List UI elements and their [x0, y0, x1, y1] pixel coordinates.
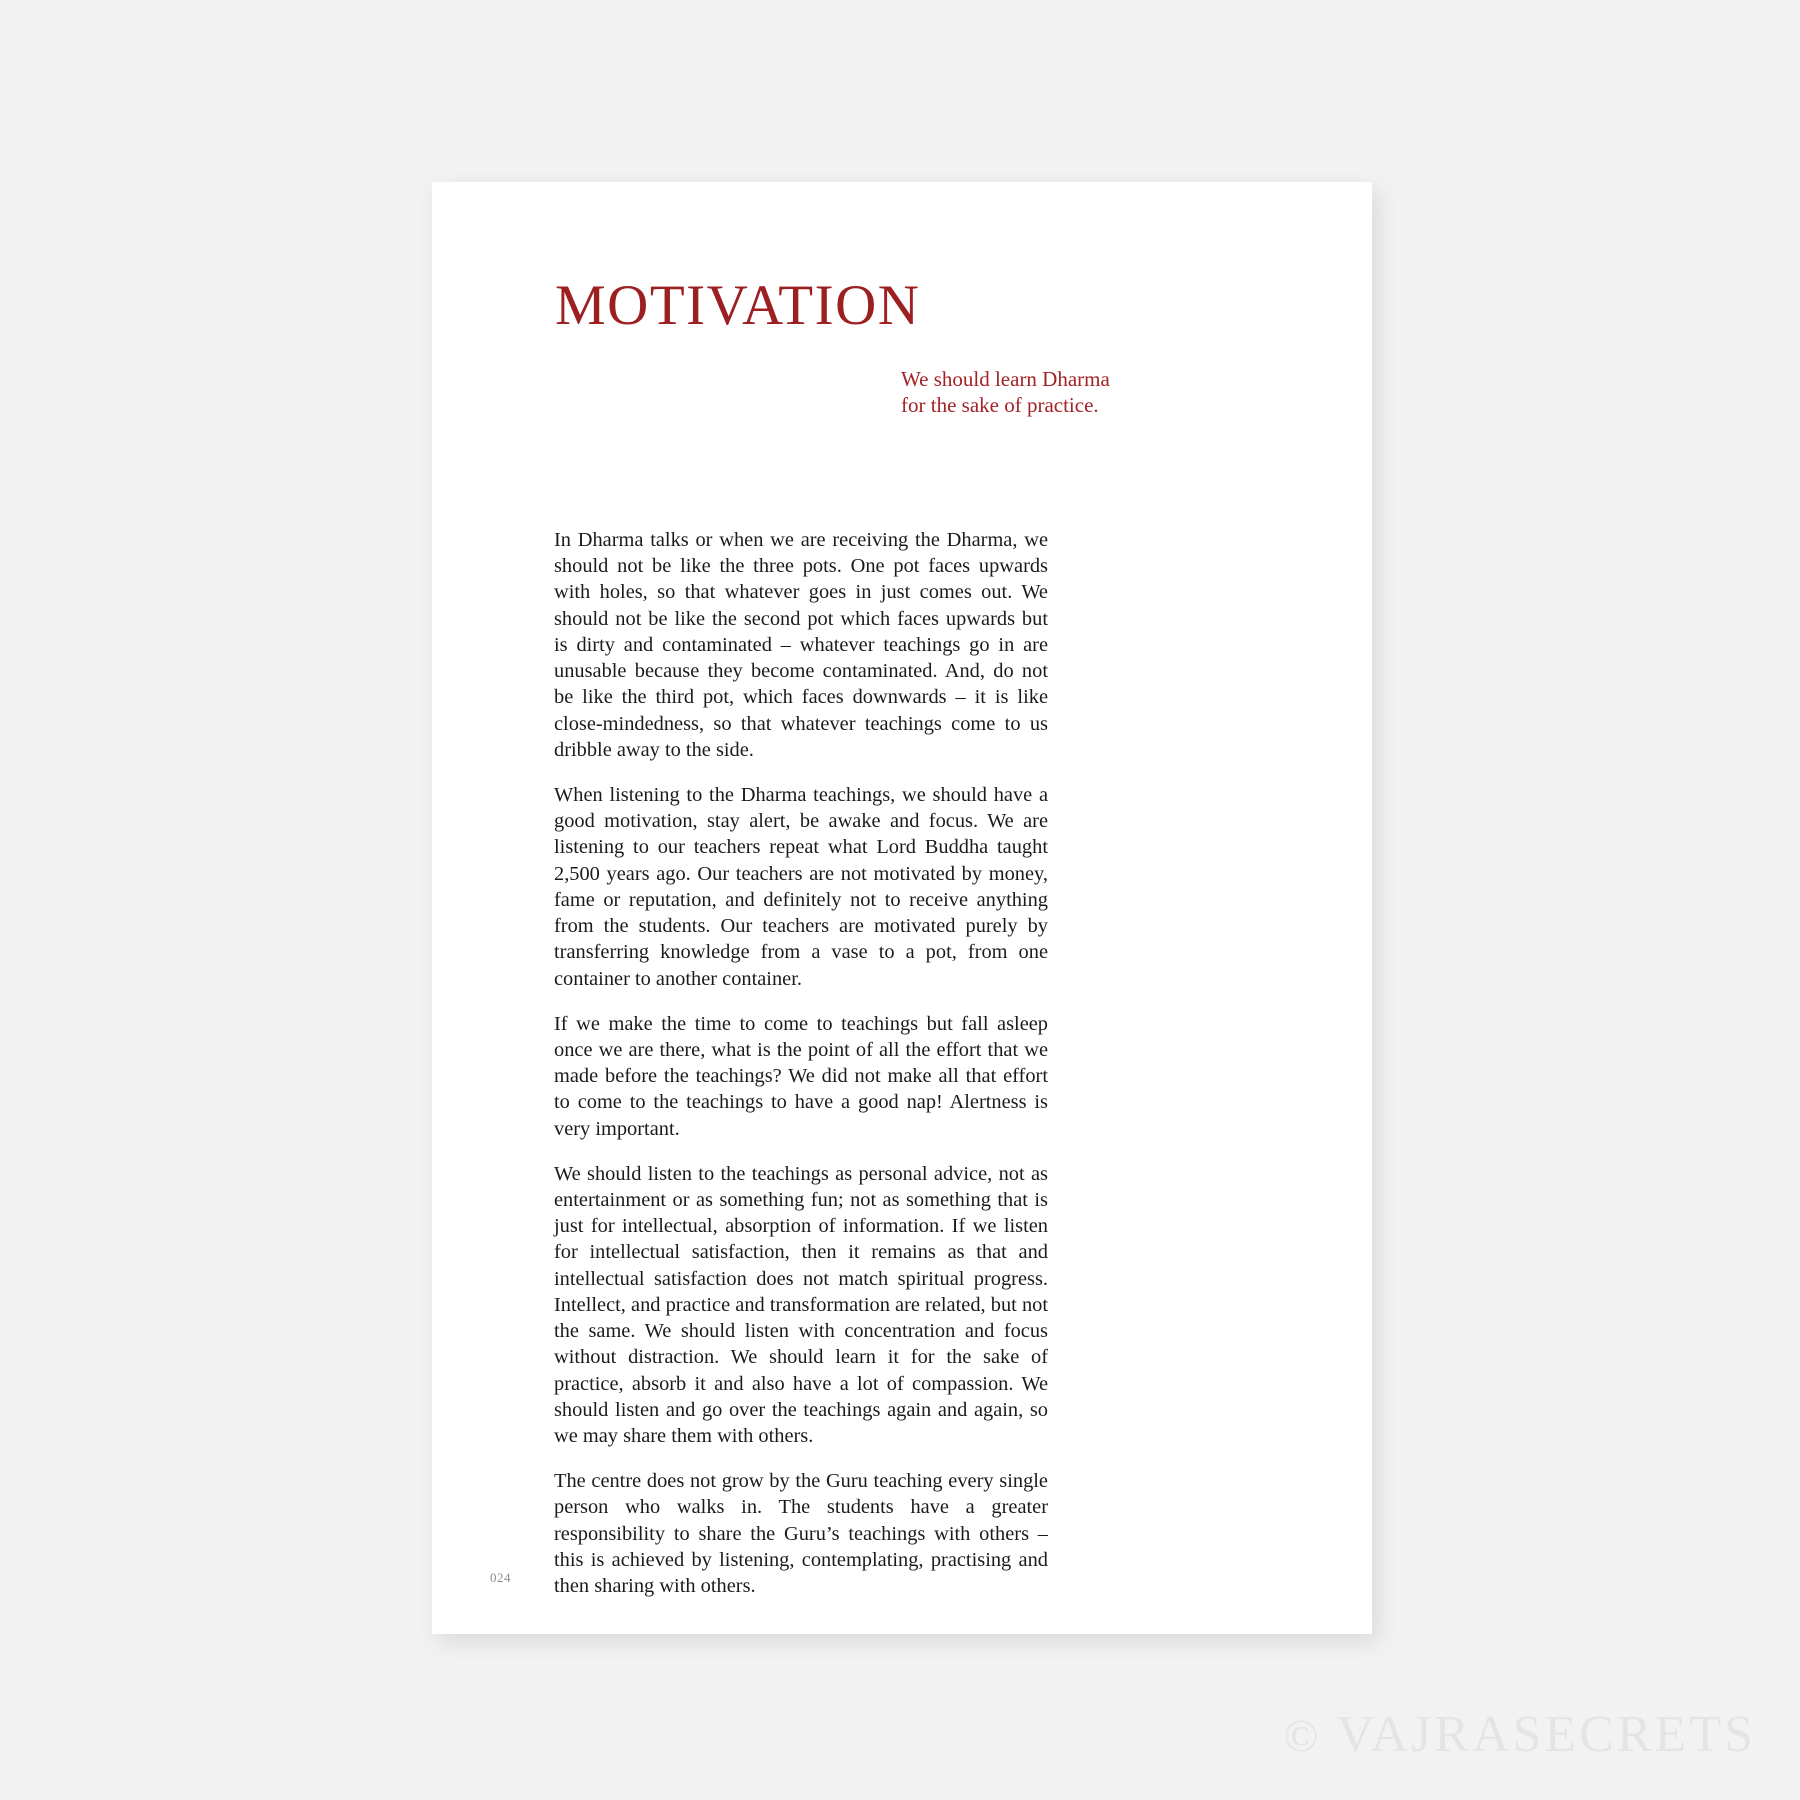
body-text: [554, 527, 1048, 1599]
page-title: MOTIVATION: [555, 274, 921, 337]
watermark-text: VAJRASECRETS: [1336, 1706, 1756, 1763]
body-paragraph: In Dharma talks or when we are receiving the Dharma, we should not be like the three pots. One pot faces upwards with holes, so that whatever goes in just comes out. We should not be like the second pot which faces upwards but is dirty and contaminated – whatever teachings go in are unusable because they become contaminated. And, do not be like the third pot, which faces downwards – it is like close-mindedness, so that whatever teachings come to us dribble away to the side.: [554, 529, 1048, 761]
body-paragraph: The centre does not grow by the Guru teaching every single person who walks in. The students have a greater responsibility to share the Guru’s teachings with others – this is achieved by listening, contemplating, practising and then sharing with others.: [554, 1470, 1048, 1598]
page-content: [432, 182, 1372, 1634]
body-paragraph: When listening to the Dharma teachings, we should have a good motivation, stay alert, be awake and focus. We are listening to our teachers repeat what Lord Buddha taught 2,500 years ago. Our teachers are not motivated by money, fame or reputation, and definitely not to receive anything from the students. Our teachers are motivated purely by transferring knowledge from a vase to a pot, from one container to another container.: [554, 783, 1048, 990]
body-paragraph: We should listen to the teachings as personal advice, not as entertainment or as something fun; not as something that is just for intellectual, absorption of information. If we listen for intellectual satisfaction, then it remains as that and intellectual satisfaction does not match spiritual progress. Intellect, and practice and transformation are related, but not the same. We should listen with concentration and focus without distraction. We should learn it for the sake of practice, absorb it and also have a lot of compassion. We should listen and go over the teachings again and again, so we may share them with others.: [554, 1162, 1048, 1447]
body-paragraph: If we make the time to come to teachings but fall asleep once we are there, what is the point of all the effort that we made before the teachings? We did not make all that effort to come to the teachings to have a good nap! Alertness is very important.: [554, 1012, 1048, 1140]
page-number: 024: [490, 1570, 511, 1585]
copyright-icon: ©: [1283, 1710, 1322, 1761]
document-page: [432, 182, 1372, 1634]
watermark: [1284, 1705, 1756, 1764]
pull-quote: We should learn Dharma for the sake of practice.: [901, 367, 1110, 417]
